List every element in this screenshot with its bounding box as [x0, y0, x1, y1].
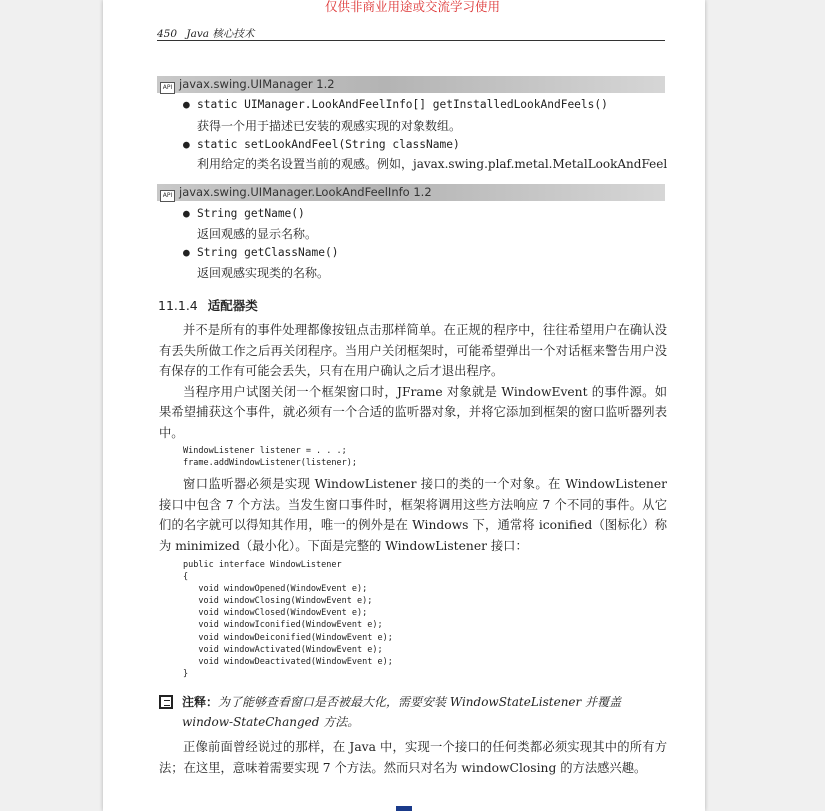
api-icon: API — [160, 190, 175, 202]
api-heading-uimanager — [157, 76, 665, 93]
api-method-signature: ● String getClassName() — [183, 246, 339, 259]
note-box — [159, 692, 669, 732]
book-title: Java 核心技术 — [186, 28, 255, 40]
api-heading-text: javax.swing.UIManager 1.2 — [179, 77, 335, 91]
api-method-signature: ● String getName() — [183, 207, 305, 220]
api-method-description: 返回观感实现类的名称。 — [197, 266, 330, 280]
paragraph: 窗口监听器必须是实现 WindowListener 接口的类的一个对象。在 WindowListener 接口中包含 7 个方法。当发生窗口事件时，框架将调用这些方法响应 7 个不同的事件。从它们的名字就可以得知其作用，唯一的例外是在 Windows 下，通常将 iconified（图标化）称为 minimized（最小化）。下面是完整的 WindowListener 接口： — [159, 477, 667, 553]
note-icon — [159, 695, 173, 709]
section-title: 适配器类 — [207, 298, 258, 313]
code-block-interface: public interface WindowListener { void windowOpened(WindowEvent e); void windowClosing(WindowEvent e); void windowClosed(WindowEvent e); void windowIconified(WindowEvent e); void windowDeiconified(WindowEvent e); void windowActivated(WindowEvent e); void windowDeactivated(WindowEvent e); } — [183, 560, 393, 679]
section-heading — [158, 296, 258, 314]
api-heading-text: javax.swing.UIManager.LookAndFeelInfo 1.2 — [179, 185, 432, 199]
page-header — [157, 26, 665, 41]
paragraph: 正像前面曾经说过的那样，在 Java 中，实现一个接口的任何类都必须实现其中的所有方法；在这里，意味着需要实现 7 个方法。然而只对名为 windowClosing 的方法感兴趣。 — [159, 740, 667, 775]
api-method-description: 利用给定的类名设置当前的观感。例如，javax.swing.plaf.metal.MetalLookAndFeel — [197, 157, 668, 171]
watermark: 仅供非商业用途或交流学习使用 — [324, 0, 500, 14]
api-method-signature: ● static UIManager.LookAndFeelInfo[] getInstalledLookAndFeels() — [183, 98, 608, 111]
api-icon: API — [160, 82, 175, 94]
api-method-signature: ● static setLookAndFeel(String className) — [183, 138, 460, 151]
note-text: 为了能够查看窗口是否被最大化，需要安装 WindowStateListener 并覆盖 window-StateChanged 方法。 — [182, 695, 622, 729]
paragraph: 并不是所有的事件处理都像按钮点击那样简单。在正规的程序中，往往希望用户在确认没有丢失所做工作之后再关闭程序。当用户关闭框架时，可能希望弹出一个对话框来警告用户没有保存的工作有可能会丢失，只有在用户确认之后才退出程序。 当程序用户试图关闭一个框架窗口时，JFrame 对象就是 WindowEvent 的事件源。如果希望捕获这个事件，就必须有一个合适的监听器对象，并将它添加到框架的窗口监听器列表中。 — [159, 323, 667, 440]
api-heading-lookandfeelinfo — [157, 184, 665, 201]
page-footer-mark — [396, 806, 412, 811]
section-number: 11.1.4 — [158, 298, 198, 313]
page-number: 450 — [157, 28, 178, 40]
code-snippet: WindowListener listener = . . .; frame.addWindowListener(listener); — [183, 446, 357, 469]
note-label: 注释： — [182, 695, 219, 709]
api-method-description: 获得一个用于描述已安装的观感实现的对象数组。 — [197, 119, 462, 133]
api-method-description: 返回观感的显示名称。 — [197, 227, 318, 241]
